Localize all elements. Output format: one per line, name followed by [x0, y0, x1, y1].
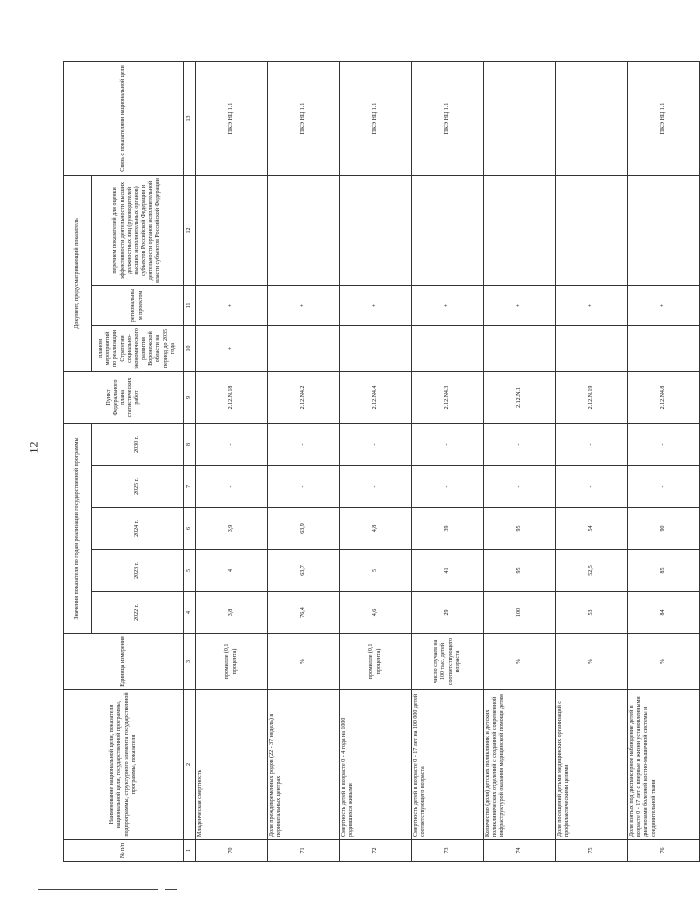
col-number: 4 — [184, 592, 196, 634]
row-v2024: 39 — [412, 508, 484, 550]
row-fed: 2.12.N.19 — [556, 372, 628, 424]
header-unit: Единица измерения — [64, 634, 184, 690]
row-v2030: - — [556, 424, 628, 466]
row-unit: промилле (0,1 процента) — [196, 634, 268, 690]
row-regional: + — [412, 286, 484, 326]
row-link — [484, 62, 556, 176]
row-v2023: 4 — [196, 550, 268, 592]
rotated-table-wrapper — [63, 62, 666, 862]
header-name: Наименование национальной цели, показателя национальной цели, государственной программы, подпрограммы, структурного элемента государственной программы, показателя — [64, 690, 184, 840]
row-v2025: - — [484, 466, 556, 508]
col-number: 10 — [184, 326, 196, 372]
row-unit: число случаев на 100 тыс. детей соответствующего возраста — [412, 634, 484, 690]
table-row — [556, 62, 628, 862]
col-number: 7 — [184, 466, 196, 508]
row-fed: 2.12.N4.2 — [268, 372, 340, 424]
row-no: 71 — [268, 840, 340, 862]
row-no: 74 — [484, 840, 556, 862]
row-strategy — [268, 326, 340, 372]
table-row — [340, 62, 412, 862]
row-v2030: - — [484, 424, 556, 466]
row-regional: + — [628, 286, 700, 326]
row-name: Количество (доля) детских поликлиник и детских поликлинических отделений с созданной современной инфраструктурой оказания медицинской помощи детям — [484, 690, 556, 840]
header-year-2022: 2022 г. — [92, 592, 184, 634]
row-name: Смертность детей в возрасте 0 - 17 лет на 100 000 детей соответствующего возраста — [412, 690, 484, 840]
footer-rule-short — [165, 889, 177, 890]
row-v2025: - — [196, 466, 268, 508]
row-fed: 2.12.N.1 — [484, 372, 556, 424]
col-number: 12 — [184, 176, 196, 286]
col-number: 6 — [184, 508, 196, 550]
row-v2024: 95 — [484, 508, 556, 550]
col-number: 5 — [184, 550, 196, 592]
col-number: 3 — [184, 634, 196, 690]
row-regional: + — [556, 286, 628, 326]
row-v2022: 84 — [628, 592, 700, 634]
row-strategy — [340, 326, 412, 372]
row-name: Смертность детей в возрасте 0 - 4 года на 1000 родившихся живыми — [340, 690, 412, 840]
col-number: 9 — [184, 372, 196, 424]
row-eval — [484, 176, 556, 286]
row-v2023: 41 — [412, 550, 484, 592]
row-strategy — [556, 326, 628, 372]
row-strategy — [628, 326, 700, 372]
row-regional: + — [196, 286, 268, 326]
row-fed: 2.12.N4.8 — [628, 372, 700, 424]
row-strategy: + — [196, 326, 268, 372]
header-federal: Пункт Федерального плана статистических работ — [64, 372, 184, 424]
header-year-2030: 2030 г. — [92, 424, 184, 466]
row-regional: + — [484, 286, 556, 326]
header-no: № п/п — [64, 840, 184, 862]
row-v2023: 5 — [340, 550, 412, 592]
row-link: ПКЭ НЦ 1.1 — [196, 62, 268, 176]
row-no: 70 — [196, 840, 268, 862]
row-v2022: 3,8 — [196, 592, 268, 634]
row-eval — [196, 176, 268, 286]
row-eval — [412, 176, 484, 286]
row-unit: % — [556, 634, 628, 690]
row-unit: промилле (0,1 процента) — [340, 634, 412, 690]
row-link: ПКЭ НЦ 1.1 — [268, 62, 340, 176]
row-v2025: - — [268, 466, 340, 508]
row-v2023: 52,5 — [556, 550, 628, 592]
row-eval — [556, 176, 628, 286]
row-v2030: - — [268, 424, 340, 466]
table-row — [196, 62, 268, 862]
row-regional: + — [340, 286, 412, 326]
row-v2024: 4,8 — [340, 508, 412, 550]
row-no: 73 — [412, 840, 484, 862]
row-v2024: 3,9 — [196, 508, 268, 550]
row-unit: % — [268, 634, 340, 690]
row-v2022: 100 — [484, 592, 556, 634]
col-number: 11 — [184, 286, 196, 326]
header-link: Связь с показателями национальной цели — [64, 62, 184, 176]
row-name: Доля посещений детьми медицинских организаций с профилактическими целями — [556, 690, 628, 840]
row-v2024: 63,9 — [268, 508, 340, 550]
row-strategy — [484, 326, 556, 372]
row-no: 75 — [556, 840, 628, 862]
footer-rule — [38, 889, 158, 890]
row-v2030: - — [628, 424, 700, 466]
row-v2024: 90 — [628, 508, 700, 550]
row-v2022: 76,4 — [268, 592, 340, 634]
row-link: ПКЭ НЦ 1.1 — [340, 62, 412, 176]
table-row — [268, 62, 340, 862]
page-number: 12 — [26, 441, 41, 454]
row-fed: 2.12.N4.3 — [412, 372, 484, 424]
row-v2023: 85 — [628, 550, 700, 592]
row-no: 76 — [628, 840, 700, 862]
table-row — [628, 62, 700, 862]
header-doc-eval: перечнем показателей для оценки эффективности деятельности высших должностных лиц (руководителей высших исполнительных органов) субъектов Российской Федерации и деятельности органов исполнительной власти субъектов Российской Федерации — [92, 176, 184, 286]
row-eval — [340, 176, 412, 286]
row-regional: + — [268, 286, 340, 326]
col-number: 8 — [184, 424, 196, 466]
header-doc-strategy: планом мероприятий по реализации Стратегии социально-экономического развития Воронежской области на период до 2035 года — [92, 326, 184, 372]
row-v2025: - — [340, 466, 412, 508]
row-strategy — [412, 326, 484, 372]
row-fed: 2.12.N.18 — [196, 372, 268, 424]
col-number: 1 — [184, 840, 196, 862]
row-v2022: 4,6 — [340, 592, 412, 634]
col-number: 13 — [184, 62, 196, 176]
header-values-group: Значения показателя по годам реализации государственной программы — [64, 424, 92, 634]
row-unit: % — [628, 634, 700, 690]
row-v2024: 54 — [556, 508, 628, 550]
indicators-table — [63, 61, 700, 862]
row-eval — [628, 176, 700, 286]
row-v2023: 95 — [484, 550, 556, 592]
header-year-2024: 2024 г. — [92, 508, 184, 550]
col-number: 2 — [184, 690, 196, 840]
row-v2030: - — [412, 424, 484, 466]
row-name: Младенческая смертность — [196, 690, 268, 840]
header-year-2025: 2025 г. — [92, 466, 184, 508]
row-v2030: - — [340, 424, 412, 466]
row-eval — [268, 176, 340, 286]
row-v2022: 53 — [556, 592, 628, 634]
row-v2030: - — [196, 424, 268, 466]
row-v2023: 63,7 — [268, 550, 340, 592]
row-link: ПКЭ НЦ 1.1 — [412, 62, 484, 176]
row-unit: % — [484, 634, 556, 690]
header-year-2023: 2023 г. — [92, 550, 184, 592]
row-link: ПКЭ НЦ 1.1 — [628, 62, 700, 176]
row-no: 72 — [340, 840, 412, 862]
table-row — [484, 62, 556, 862]
header-docs-group: Документ, предусматривающий показатель — [64, 176, 92, 372]
row-v2022: 29 — [412, 592, 484, 634]
row-v2025: - — [556, 466, 628, 508]
row-v2025: - — [412, 466, 484, 508]
table-row — [412, 62, 484, 862]
row-name: Доля преждевременных родов (22 - 37 недель) в перинатальных центрах — [268, 690, 340, 840]
row-fed: 2.12.N4.4 — [340, 372, 412, 424]
header-doc-regional: региональным проектом — [92, 286, 184, 326]
row-v2025: - — [628, 466, 700, 508]
row-link — [556, 62, 628, 176]
row-name: Доля взятых под диспансерное наблюдение детей в возрасте 0 - 17 лет с впервые в жизни установленными диагнозами болезней костно-мышечной системы и соединительной ткани — [628, 690, 700, 840]
